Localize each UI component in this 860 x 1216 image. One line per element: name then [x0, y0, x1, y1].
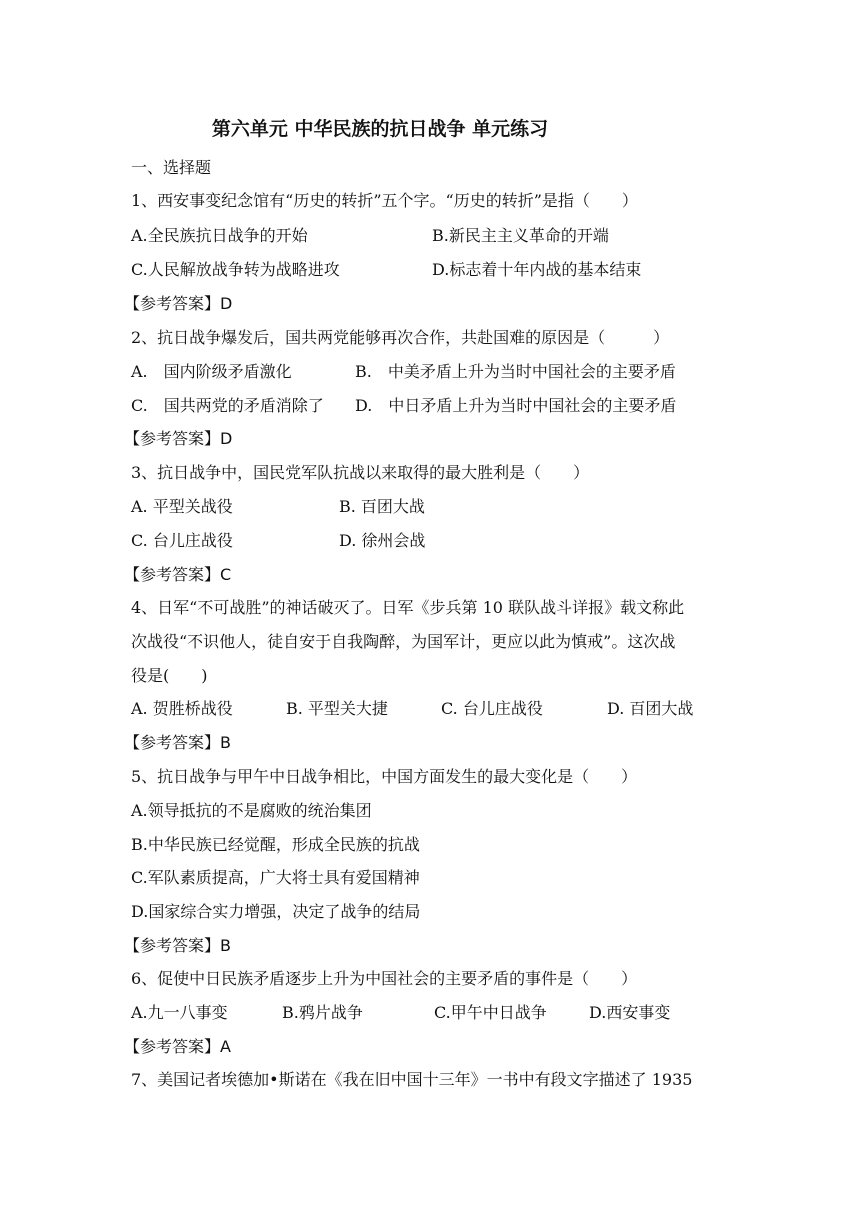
question-6-option-d: D.西安事变 — [589, 1003, 671, 1022]
question-4-options-row — [131, 699, 731, 719]
question-2-options-row-1 — [131, 362, 731, 382]
question-6-options-row — [131, 1003, 731, 1023]
question-4-option-b: B. 平型关大捷 — [286, 699, 388, 718]
question-1-options-row-1 — [131, 226, 731, 246]
question-3-options-row-1 — [131, 497, 731, 517]
question-4-stem-line-2: 次战役“不识他人，徒自安于自我陶醉，为国军计，更应以此为慎戒”。这次战 — [131, 632, 676, 651]
question-5-stem: 5、抗日战争与甲午中日战争相比，中国方面发生的最大变化是（ ） — [131, 767, 638, 786]
question-3-option-b: B. 百团大战 — [339, 497, 425, 516]
question-3-answer: 【参考答案】C — [124, 565, 232, 584]
question-4-option-a: A. 贺胜桥战役 — [131, 699, 233, 718]
question-6-option-b: B.鸦片战争 — [282, 1003, 363, 1022]
question-5-option-d: D.国家综合实力增强，决定了战争的结局 — [131, 902, 421, 921]
question-1-option-c: C.人民解放战争转为战略进攻 — [131, 260, 340, 279]
question-1-options-row-2 — [131, 260, 731, 280]
question-6-option-c: C.甲午中日战争 — [434, 1003, 547, 1022]
question-5-answer: 【参考答案】B — [124, 936, 231, 955]
question-3-option-d: D. 徐州会战 — [339, 531, 426, 550]
question-6-answer: 【参考答案】A — [124, 1037, 231, 1056]
question-4-stem-line-1: 4、日军“不可战胜”的神话破灭了。日军《步兵第 10 联队战斗详报》载文称此 — [131, 598, 685, 617]
question-1-stem: 1、西安事变纪念馆有“历史的转折”五个字。“历史的转折”是指（ ） — [131, 191, 638, 210]
question-1-option-d: D.标志着十年内战的基本结束 — [432, 260, 642, 279]
question-3-options-row-2 — [131, 531, 731, 551]
question-5-option-a: A.领导抵抗的不是腐败的统治集团 — [131, 801, 372, 820]
question-2-option-b: B. 中美矛盾上升为当时中国社会的主要矛盾 — [355, 362, 676, 381]
question-1-answer: 【参考答案】D — [124, 294, 233, 313]
question-2-option-c: C. 国共两党的矛盾消除了 — [131, 396, 324, 415]
page-title: 第六单元 中华民族的抗日战争 单元练习 — [211, 118, 549, 140]
question-3-option-c: C. 台儿庄战役 — [131, 531, 233, 550]
question-4-option-d: D. 百团大战 — [607, 699, 694, 718]
question-2-options-row-2 — [131, 396, 731, 416]
question-4-stem-line-3: 役是( ) — [131, 666, 208, 685]
question-2-stem: 2、抗日战争爆发后，国共两党能够再次合作，共赴国难的原因是（ ） — [131, 328, 670, 347]
question-3-option-a: A. 平型关战役 — [131, 497, 233, 516]
question-4-answer: 【参考答案】B — [124, 733, 231, 752]
question-6-stem: 6、促使中日民族矛盾逐步上升为中国社会的主要矛盾的事件是（ ） — [131, 969, 638, 988]
question-2-option-d: D. 中日矛盾上升为当时中国社会的主要矛盾 — [355, 396, 677, 415]
question-3-stem: 3、抗日战争中，国民党军队抗战以来取得的最大胜利是（ ） — [131, 463, 590, 482]
question-7-stem-line-1: 7、美国记者埃德加•斯诺在《我在旧中国十三年》一书中有段文字描述了 1935 — [131, 1070, 693, 1089]
question-6-option-a: A.九一八事变 — [131, 1003, 228, 1022]
question-1-option-a: A.全民族抗日战争的开始 — [131, 226, 308, 245]
section-heading: 一、选择题 — [131, 158, 212, 177]
question-5-option-c: C.军队素质提高，广大将士具有爱国精神 — [131, 868, 420, 887]
question-5-option-b: B.中华民族已经觉醒，形成全民族的抗战 — [131, 835, 420, 854]
question-4-option-c: C. 台儿庄战役 — [441, 699, 543, 718]
question-2-option-a: A. 国内阶级矛盾激化 — [131, 362, 292, 381]
question-1-option-b: B.新民主主义革命的开端 — [432, 226, 609, 245]
question-2-answer: 【参考答案】D — [124, 429, 233, 448]
